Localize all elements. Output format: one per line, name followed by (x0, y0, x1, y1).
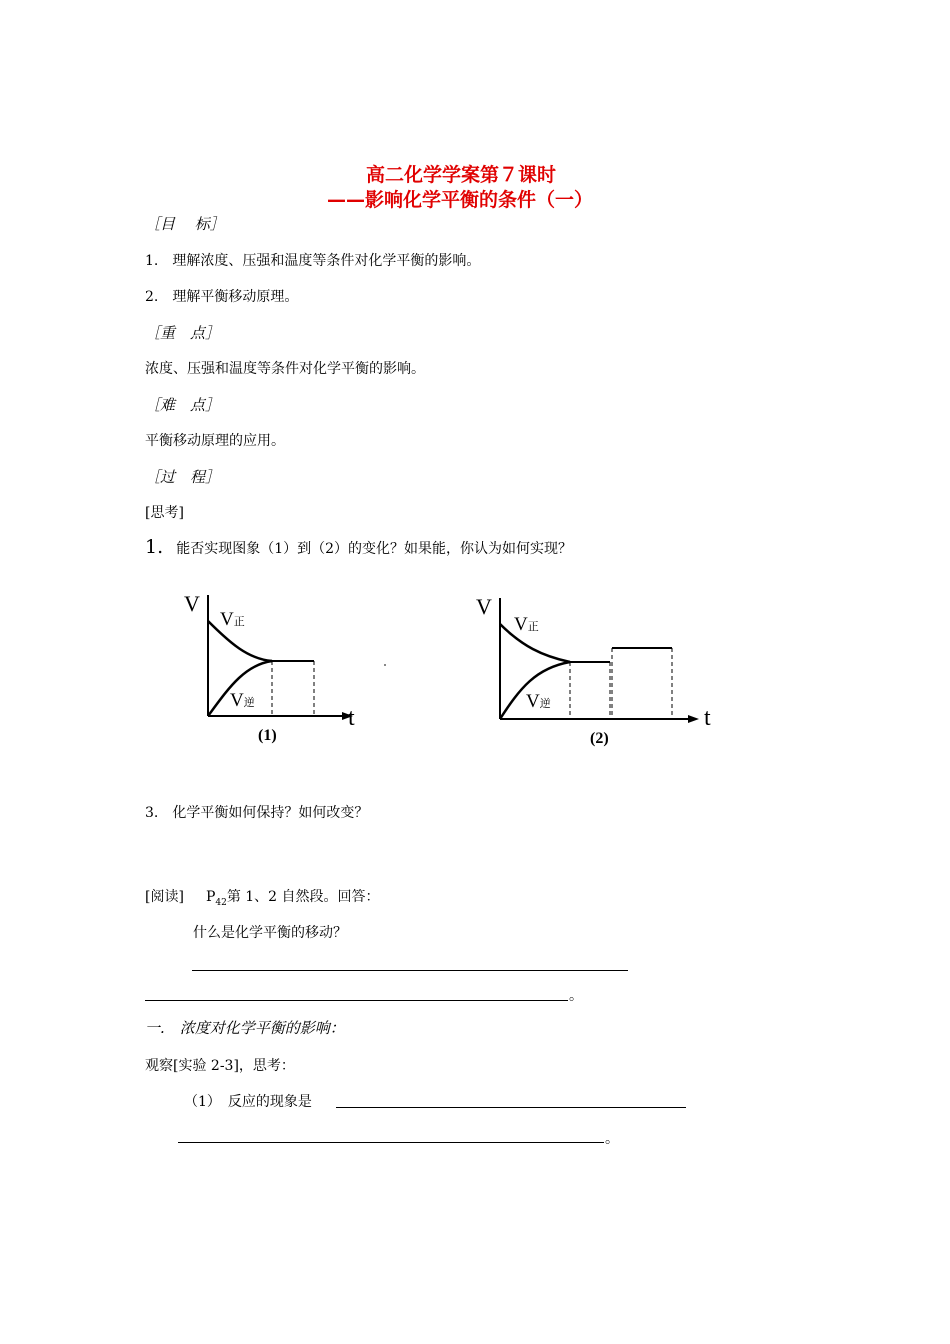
answer-blank-4[interactable] (178, 1127, 604, 1143)
section-1-observe: 观察[实验 2-3]，思考： (145, 1058, 295, 1074)
forward-rate-label: V (220, 609, 234, 630)
question-1-number: 1. (145, 536, 164, 558)
answer-period-1: 。 (569, 988, 583, 1004)
answer-period-2: 。 (605, 1131, 619, 1147)
graph-2-label: (2) (590, 730, 609, 747)
forward-rate-sub: 正 (233, 615, 245, 628)
section-key-points-heading: ［重 点］ (145, 324, 221, 342)
rate-time-graph-2 (462, 588, 727, 753)
goal-item-2: 2. 理解平衡移动原理。 (145, 289, 299, 305)
reading-page-p: P (205, 889, 216, 905)
goal-item-1: 1. 理解浓度、压强和温度等条件对化学平衡的影响。 (145, 253, 481, 269)
section-thinking-heading: [思考] (145, 505, 184, 521)
reading-page-number: 42 (215, 897, 227, 908)
difficulties-text: 平衡移动原理的应用。 (145, 433, 285, 449)
answer-blank-1[interactable] (192, 955, 628, 971)
forward-rate-label: V (514, 614, 528, 635)
y-axis-label: V (476, 594, 492, 619)
section-difficulties-heading: ［难 点］ (145, 396, 221, 414)
x-axis-arrow (688, 715, 699, 723)
y-axis-label: V (184, 591, 200, 616)
doc-title-line1: 高二化学学案第７课时 (366, 164, 557, 186)
graph-1-label: (1) (258, 727, 277, 744)
forward-rate-sub: 正 (527, 620, 539, 633)
reverse-rate-label: V (526, 691, 540, 712)
section-process-heading: ［过 程］ (145, 468, 221, 486)
svg-text:V正 (220, 609, 245, 630)
section-goals-heading: ［目 标］ (145, 215, 225, 233)
reading-label: [阅读] (145, 889, 184, 905)
section-1-heading: 一. 浓度对化学平衡的影响： (145, 1019, 345, 1037)
question-3: 3. 化学平衡如何保持？如何改变？ (145, 805, 369, 821)
stray-dot (384, 664, 386, 666)
reverse-rate-label: V (230, 690, 244, 711)
reading-question: 什么是化学平衡的移动？ (193, 925, 347, 941)
question-1-text: 能否实现图象（1）到（2）的变化？如果能，你认为如何实现？ (176, 541, 573, 557)
section-1-item-1: （1） 反应的现象是 (184, 1094, 312, 1110)
reading-instruction: 第 1、2 自然段。回答： (226, 889, 380, 905)
svg-text:V逆 (526, 691, 551, 712)
answer-blank-3[interactable] (336, 1092, 686, 1108)
question-1 (145, 536, 572, 558)
answer-blank-2[interactable] (145, 985, 568, 1001)
reading-line (145, 886, 380, 908)
rate-time-graph-1 (170, 585, 370, 750)
key-points-text: 浓度、压强和温度等条件对化学平衡的影响。 (145, 361, 425, 377)
reverse-rate-sub: 逆 (243, 696, 255, 709)
reverse-rate-sub: 逆 (539, 697, 551, 710)
x-axis-label: t (348, 705, 355, 731)
svg-text:V正 (514, 614, 539, 635)
doc-title-line2: ——影响化学平衡的条件（一） (327, 189, 594, 211)
svg-text:V逆 (230, 690, 255, 711)
x-axis-label: t (704, 705, 711, 731)
